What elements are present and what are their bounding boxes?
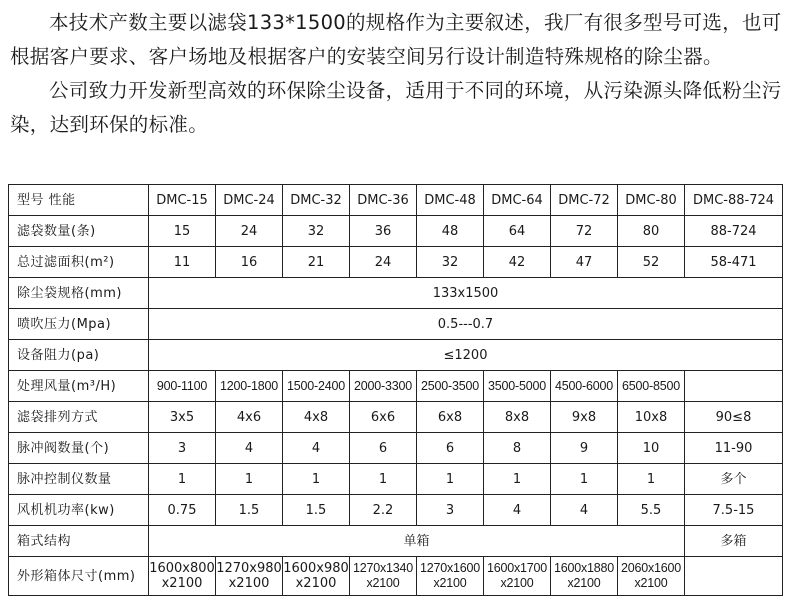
dim-line-1: 1270x1340	[352, 561, 414, 575]
cell: 2000-3300	[350, 371, 417, 402]
cell	[216, 557, 283, 596]
cell	[685, 557, 783, 596]
row-label: 总过滤面积(m²)	[9, 247, 149, 278]
cell: 36	[350, 216, 417, 247]
cell: 10x8	[618, 402, 685, 433]
merged-cell: 0.5---0.7	[149, 309, 783, 340]
cell: 58-471	[685, 247, 783, 278]
cell: 6	[417, 433, 484, 464]
cell: 1.5	[283, 495, 350, 526]
row-label: 设备阻力(pa)	[9, 340, 149, 371]
cell: 52	[618, 247, 685, 278]
header-model: DMC-88-724	[685, 185, 783, 216]
cell: 1500-2400	[283, 371, 350, 402]
cell: 4	[216, 433, 283, 464]
row-bag-spec	[9, 278, 783, 309]
cell: 1	[417, 464, 484, 495]
cell	[283, 557, 350, 596]
intro-paragraph-2: 公司致力开发新型高效的环保除尘设备，适用于不同的环境，从污染源头降低粉尘污染，达到环保的标准。	[10, 79, 782, 136]
row-structure	[9, 526, 783, 557]
dim-line-1: 1600x800	[149, 561, 215, 576]
cell: 11-90	[685, 433, 783, 464]
cell: 3	[417, 495, 484, 526]
cell: 4	[551, 495, 618, 526]
dim-line-2: x2100	[228, 576, 270, 591]
header-model: DMC-48	[417, 185, 484, 216]
cell: 90≤8	[685, 402, 783, 433]
cell: 8x8	[484, 402, 551, 433]
row-fan-power	[9, 495, 783, 526]
header-model: DMC-36	[350, 185, 417, 216]
header-row	[9, 185, 783, 216]
cell: 72	[551, 216, 618, 247]
cell: 6x8	[417, 402, 484, 433]
row-label: 除尘袋规格(mm)	[9, 278, 149, 309]
cell: 48	[417, 216, 484, 247]
cell: 11	[149, 247, 216, 278]
cell: 2.2	[350, 495, 417, 526]
dim-line-1: 1600x980	[283, 561, 349, 576]
merged-cell: 133x1500	[149, 278, 783, 309]
dim-line-2: x2100	[567, 576, 601, 590]
cell: 1	[618, 464, 685, 495]
cell: 2500-3500	[417, 371, 484, 402]
cell: 6	[350, 433, 417, 464]
cell: 1	[283, 464, 350, 495]
cell	[484, 557, 551, 596]
header-label: 型号 性能	[9, 185, 149, 216]
row-label: 滤袋数量(条)	[9, 216, 149, 247]
row-label: 外形箱体尺寸(mm)	[9, 557, 149, 596]
merged-cell: 单箱	[149, 526, 685, 557]
cell: 9	[551, 433, 618, 464]
dim-line-2: x2100	[500, 576, 534, 590]
cell: 4x8	[283, 402, 350, 433]
row-label: 脉冲控制仪数量	[9, 464, 149, 495]
dim-line-1: 1270x980	[216, 561, 282, 576]
cell: 4x6	[216, 402, 283, 433]
row-label: 风机机功率(kw)	[9, 495, 149, 526]
cell: 15	[149, 216, 216, 247]
row-resistance	[9, 340, 783, 371]
row-label: 滤袋排列方式	[9, 402, 149, 433]
cell: 8	[484, 433, 551, 464]
row-controllers	[9, 464, 783, 495]
cell: 16	[216, 247, 283, 278]
cell: 0.75	[149, 495, 216, 526]
cell: 5.5	[618, 495, 685, 526]
header-model: DMC-24	[216, 185, 283, 216]
cell: 88-724	[685, 216, 783, 247]
cell: 1200-1800	[216, 371, 283, 402]
spec-table	[8, 184, 783, 596]
cell: 6x6	[350, 402, 417, 433]
header-model: DMC-80	[618, 185, 685, 216]
dim-line-2: x2100	[366, 576, 400, 590]
cell: 47	[551, 247, 618, 278]
cell: 1	[350, 464, 417, 495]
cell: 6500-8500	[618, 371, 685, 402]
row-air-volume	[9, 371, 783, 402]
dim-line-1: 1600x1700	[486, 561, 548, 575]
cell: 10	[618, 433, 685, 464]
cell: 42	[484, 247, 551, 278]
header-model: DMC-15	[149, 185, 216, 216]
row-arrangement	[9, 402, 783, 433]
cell: 80	[618, 216, 685, 247]
cell: 9x8	[551, 402, 618, 433]
row-label: 喷吹压力(Mpa)	[9, 309, 149, 340]
header-model: DMC-72	[551, 185, 618, 216]
row-pressure	[9, 309, 783, 340]
cell: 1	[551, 464, 618, 495]
row-valves	[9, 433, 783, 464]
cell: 24	[216, 216, 283, 247]
cell: 3500-5000	[484, 371, 551, 402]
cell	[551, 557, 618, 596]
cell: 多个	[685, 464, 783, 495]
row-bags	[9, 216, 783, 247]
cell: 3	[149, 433, 216, 464]
cell: 64	[484, 216, 551, 247]
cell: 21	[283, 247, 350, 278]
row-dimensions	[9, 557, 783, 596]
cell: 4500-6000	[551, 371, 618, 402]
cell	[618, 557, 685, 596]
row-label: 脉冲阀数量(个)	[9, 433, 149, 464]
dim-line-2: x2100	[634, 576, 668, 590]
cell: 4	[484, 495, 551, 526]
cell: 7.5-15	[685, 495, 783, 526]
intro-text	[10, 6, 782, 142]
cell: 32	[283, 216, 350, 247]
cell: 1	[216, 464, 283, 495]
merged-cell: ≤1200	[149, 340, 783, 371]
row-label: 箱式结构	[9, 526, 149, 557]
dim-line-2: x2100	[295, 576, 337, 591]
cell	[149, 557, 216, 596]
cell: 1	[484, 464, 551, 495]
cell: 900-1100	[149, 371, 216, 402]
intro-paragraph-1: 本技术产数主要以滤袋133*1500的规格作为主要叙述，我厂有很多型号可选，也可根据客户要求、客户场地及根据客户的安装空间另行设计制造特殊规格的除尘器。	[10, 11, 782, 68]
dim-line-2: x2100	[433, 576, 467, 590]
cell	[685, 371, 783, 402]
dim-line-1: 1270x1600	[419, 561, 481, 575]
cell: 32	[417, 247, 484, 278]
cell	[350, 557, 417, 596]
header-model: DMC-32	[283, 185, 350, 216]
header-model: DMC-64	[484, 185, 551, 216]
cell: 4	[283, 433, 350, 464]
cell: 3x5	[149, 402, 216, 433]
cell: 多箱	[685, 526, 783, 557]
dim-line-1: 1600x1880	[553, 561, 615, 575]
cell: 1.5	[216, 495, 283, 526]
row-area	[9, 247, 783, 278]
cell: 1	[149, 464, 216, 495]
dim-line-1: 2060x1600	[620, 561, 682, 575]
dim-line-2: x2100	[161, 576, 203, 591]
cell	[417, 557, 484, 596]
row-label: 处理风量(m³/H)	[9, 371, 149, 402]
cell: 24	[350, 247, 417, 278]
